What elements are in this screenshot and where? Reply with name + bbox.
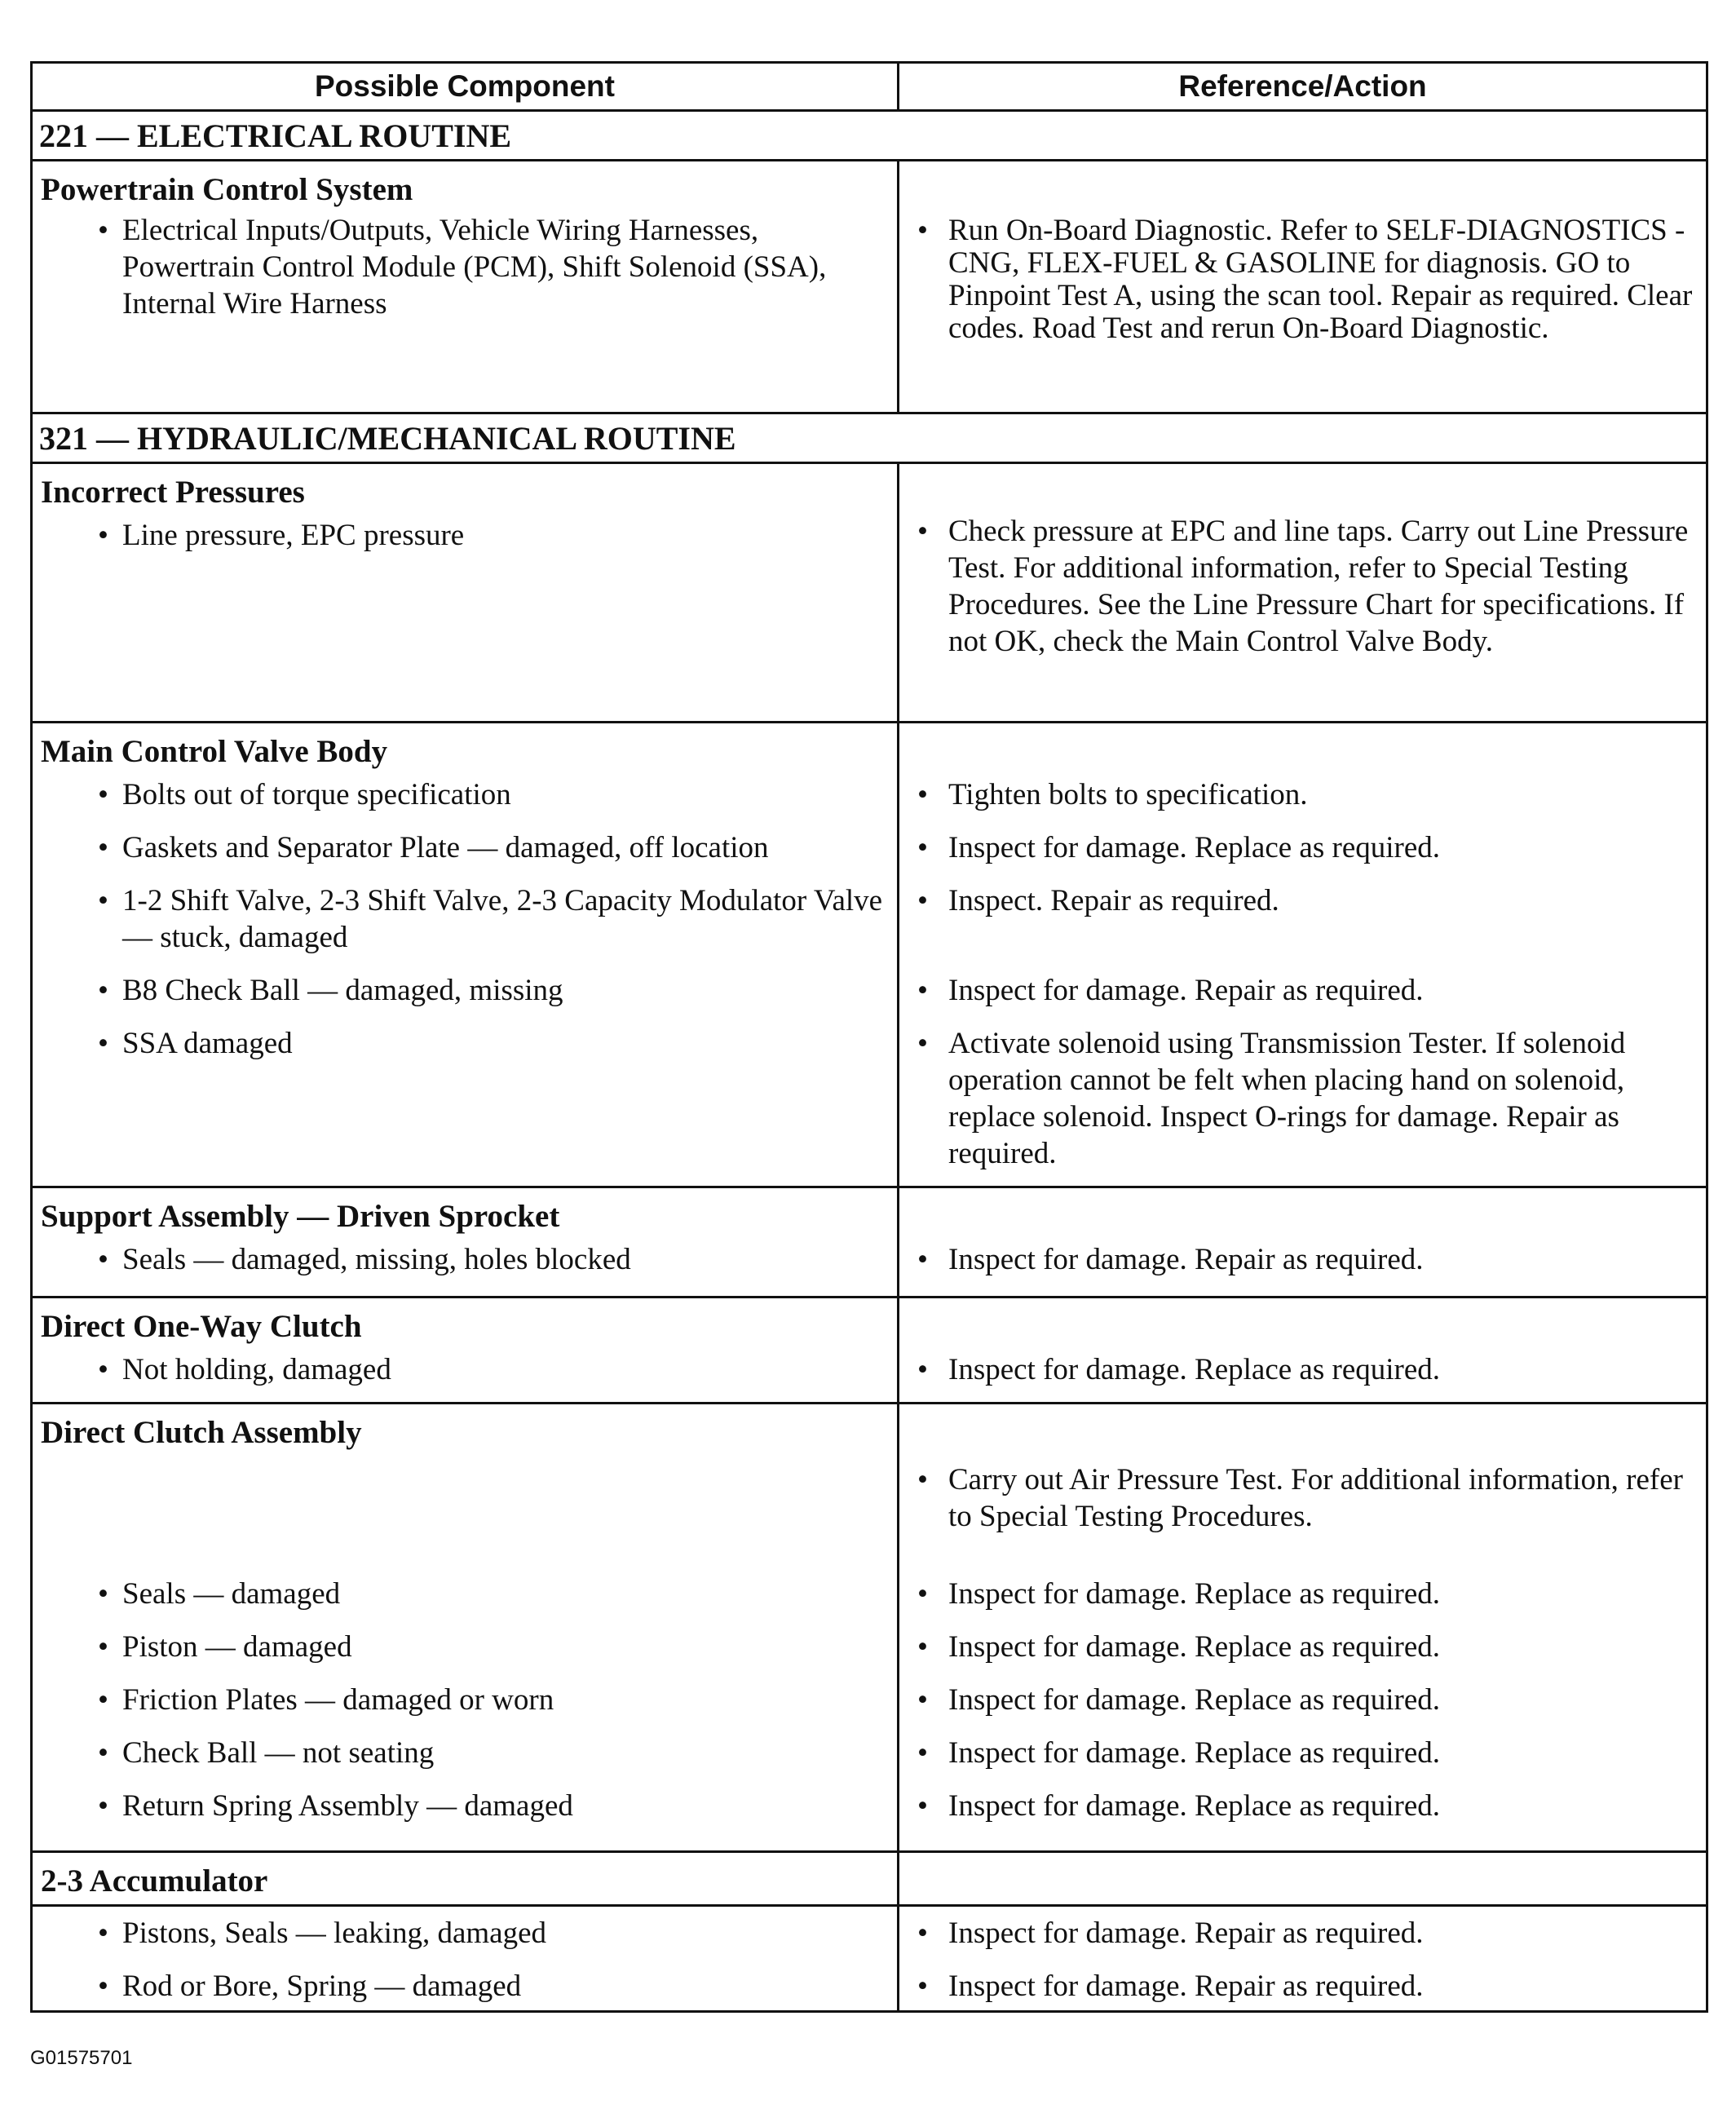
group-title: Direct Clutch Assembly: [41, 1415, 362, 1450]
list-item: • SSA damaged: [98, 1027, 293, 1060]
bullet-icon: •: [98, 831, 108, 864]
component-cell: [32, 1852, 899, 1906]
group-title: Main Control Valve Body: [41, 734, 388, 769]
component-cell: [32, 723, 899, 1187]
header-row: [32, 63, 1707, 111]
bullet-icon: •: [98, 1969, 108, 2003]
routine-row-221: [32, 111, 1707, 161]
action-item: • Inspect for damage. Repair as required.: [917, 974, 1424, 1007]
component-cell: [32, 161, 899, 413]
action-item: • Inspect. Repair as required.: [917, 884, 1279, 917]
list-item: • Gaskets and Separator Plate — damaged, off location: [98, 831, 769, 864]
action-item: • Inspect for damage. Replace as required.: [917, 1789, 1441, 1823]
action-cell: [899, 1852, 1707, 1906]
list-item: • Friction Plates — damaged or worn: [98, 1683, 554, 1717]
action-item: • Inspect for damage. Replace as required.: [917, 1683, 1441, 1717]
bullet-icon: •: [917, 1577, 928, 1611]
action-cell: [899, 463, 1707, 723]
diagnosis-table: [30, 61, 1708, 2013]
bullet-icon: •: [917, 1736, 928, 1770]
action-item: • Inspect for damage. Replace as required.: [917, 831, 1441, 864]
action-cell: [899, 1906, 1707, 2012]
action-item: • Activate solenoid using Transmission Tester. If solenoid operation cannot be felt when placing hand on solenoid, replace solenoid. Inspect O-rings for damage. Repair as required.: [917, 1027, 1626, 1170]
group-row-direct-clutch-assembly: [32, 1404, 1707, 1852]
list-item: • Return Spring Assembly — damaged: [98, 1789, 573, 1823]
bullet-icon: •: [917, 1243, 928, 1276]
list-item: • Seals — damaged, missing, holes blocked: [98, 1243, 631, 1276]
action-item-general: • Carry out Air Pressure Test. For additional information, refer to Special Testing Procedures.: [917, 1463, 1683, 1533]
action-cell: [899, 1404, 1707, 1852]
group-row-incorrect-pressures: [32, 463, 1707, 723]
group-title: Powertrain Control System: [41, 172, 413, 207]
bullet-icon: •: [917, 778, 928, 811]
list-item: • Line pressure, EPC pressure: [98, 519, 465, 552]
bullet-icon: •: [917, 1969, 928, 2003]
routine-title-321: 321 — HYDRAULIC/MECHANICAL ROUTINE: [32, 413, 1707, 463]
action-cell: [899, 161, 1707, 413]
bullet-icon: •: [917, 214, 928, 247]
bullet-icon: •: [98, 1916, 108, 1950]
group-title: 2-3 Accumulator: [41, 1863, 268, 1899]
bullet-icon: •: [98, 1353, 108, 1386]
action-item: • Inspect for damage. Replace as required.: [917, 1577, 1441, 1611]
bullet-icon: •: [98, 778, 108, 811]
list-item: • Check Ball — not seating: [98, 1736, 435, 1770]
list-item: • Piston — damaged: [98, 1630, 352, 1664]
group-row-accumulator-title: [32, 1852, 1707, 1906]
list-item: • B8 Check Ball — damaged, missing: [98, 974, 563, 1007]
bullet-icon: •: [917, 974, 928, 1007]
bullet-icon: •: [917, 1683, 928, 1717]
bullet-icon: •: [917, 1463, 928, 1496]
bullet-icon: •: [917, 1027, 928, 1060]
action-item: • Inspect for damage. Replace as required.: [917, 1353, 1441, 1386]
bullet-icon: •: [98, 1736, 108, 1770]
bullet-icon: •: [98, 884, 108, 917]
component-cell: [32, 1906, 899, 2012]
bullet-icon: •: [98, 1683, 108, 1717]
figure-id: G01575701: [30, 2047, 133, 2069]
list-item: • Bolts out of torque specification: [98, 778, 511, 811]
group-row-accumulator-items: [32, 1906, 1707, 2012]
list-item: • Seals — damaged: [98, 1577, 341, 1611]
list-item: • Pistons, Seals — leaking, damaged: [98, 1916, 546, 1950]
component-cell: [32, 1298, 899, 1404]
bullet-icon: •: [917, 1353, 928, 1386]
action-item: • Inspect for damage. Repair as required.: [917, 1243, 1424, 1276]
component-cell: [32, 1404, 899, 1852]
bullet-icon: •: [98, 519, 108, 552]
action-cell: [899, 1298, 1707, 1404]
bullet-icon: •: [98, 214, 108, 247]
list-item: • 1-2 Shift Valve, 2-3 Shift Valve, 2-3 Capacity Modulator Valve — stuck, damaged: [98, 884, 883, 954]
bullet-icon: •: [98, 1027, 108, 1060]
action-item: • Run On-Board Diagnostic. Refer to SELF-DIAGNOSTICS - CNG, FLEX-FUEL & GASOLINE for diagnosis. GO to Pinpoint Test A, using the scan tool. Repair as required. Clear codes. Road Test and rerun On-Board Diagnostic.: [917, 214, 1693, 345]
action-item: • Check pressure at EPC and line taps. Carry out Line Pressure Test. For additional information, refer to Special Testing Procedures. See the Line Pressure Chart for specifications. If not OK, check the Main Control Valve Body.: [917, 515, 1689, 658]
action-item: • Inspect for damage. Replace as required.: [917, 1630, 1441, 1664]
bullet-icon: •: [98, 1789, 108, 1823]
action-cell: [899, 723, 1707, 1187]
list-item: • Not holding, damaged: [98, 1353, 391, 1386]
group-row-main-control-valve: [32, 723, 1707, 1187]
group-title: Support Assembly — Driven Sprocket: [41, 1199, 560, 1234]
bullet-icon: •: [917, 1916, 928, 1950]
group-row-powertrain: [32, 161, 1707, 413]
action-item: • Inspect for damage. Repair as required.: [917, 1916, 1424, 1950]
group-title: Direct One-Way Clutch: [41, 1309, 362, 1344]
bullet-icon: •: [98, 1577, 108, 1611]
bullet-icon: •: [98, 974, 108, 1007]
component-cell: [32, 1187, 899, 1298]
bullet-icon: •: [98, 1630, 108, 1664]
list-item: • Electrical Inputs/Outputs, Vehicle Wiring Harnesses, Powertrain Control Module (PCM), Shift Solenoid (SSA), Internal Wire Harness: [98, 214, 827, 321]
group-title: Incorrect Pressures: [41, 475, 305, 510]
action-cell: [899, 1187, 1707, 1298]
group-row-direct-one-way-clutch: [32, 1298, 1707, 1404]
bullet-icon: •: [917, 831, 928, 864]
bullet-icon: •: [917, 1630, 928, 1664]
bullet-icon: •: [917, 515, 928, 548]
action-item: • Inspect for damage. Repair as required.: [917, 1969, 1424, 2003]
group-row-support-assembly: [32, 1187, 1707, 1298]
routine-title-221: 221 — ELECTRICAL ROUTINE: [32, 111, 1707, 161]
list-item: • Rod or Bore, Spring — damaged: [98, 1969, 522, 2003]
routine-row-321: [32, 413, 1707, 463]
component-cell: [32, 463, 899, 723]
bullet-icon: •: [917, 884, 928, 917]
header-possible-component: Possible Component: [32, 63, 899, 111]
header-reference-action: Reference/Action: [899, 63, 1707, 111]
bullet-icon: •: [98, 1243, 108, 1276]
action-item: • Inspect for damage. Replace as required.: [917, 1736, 1441, 1770]
bullet-icon: •: [917, 1789, 928, 1823]
action-item: • Tighten bolts to specification.: [917, 778, 1308, 811]
